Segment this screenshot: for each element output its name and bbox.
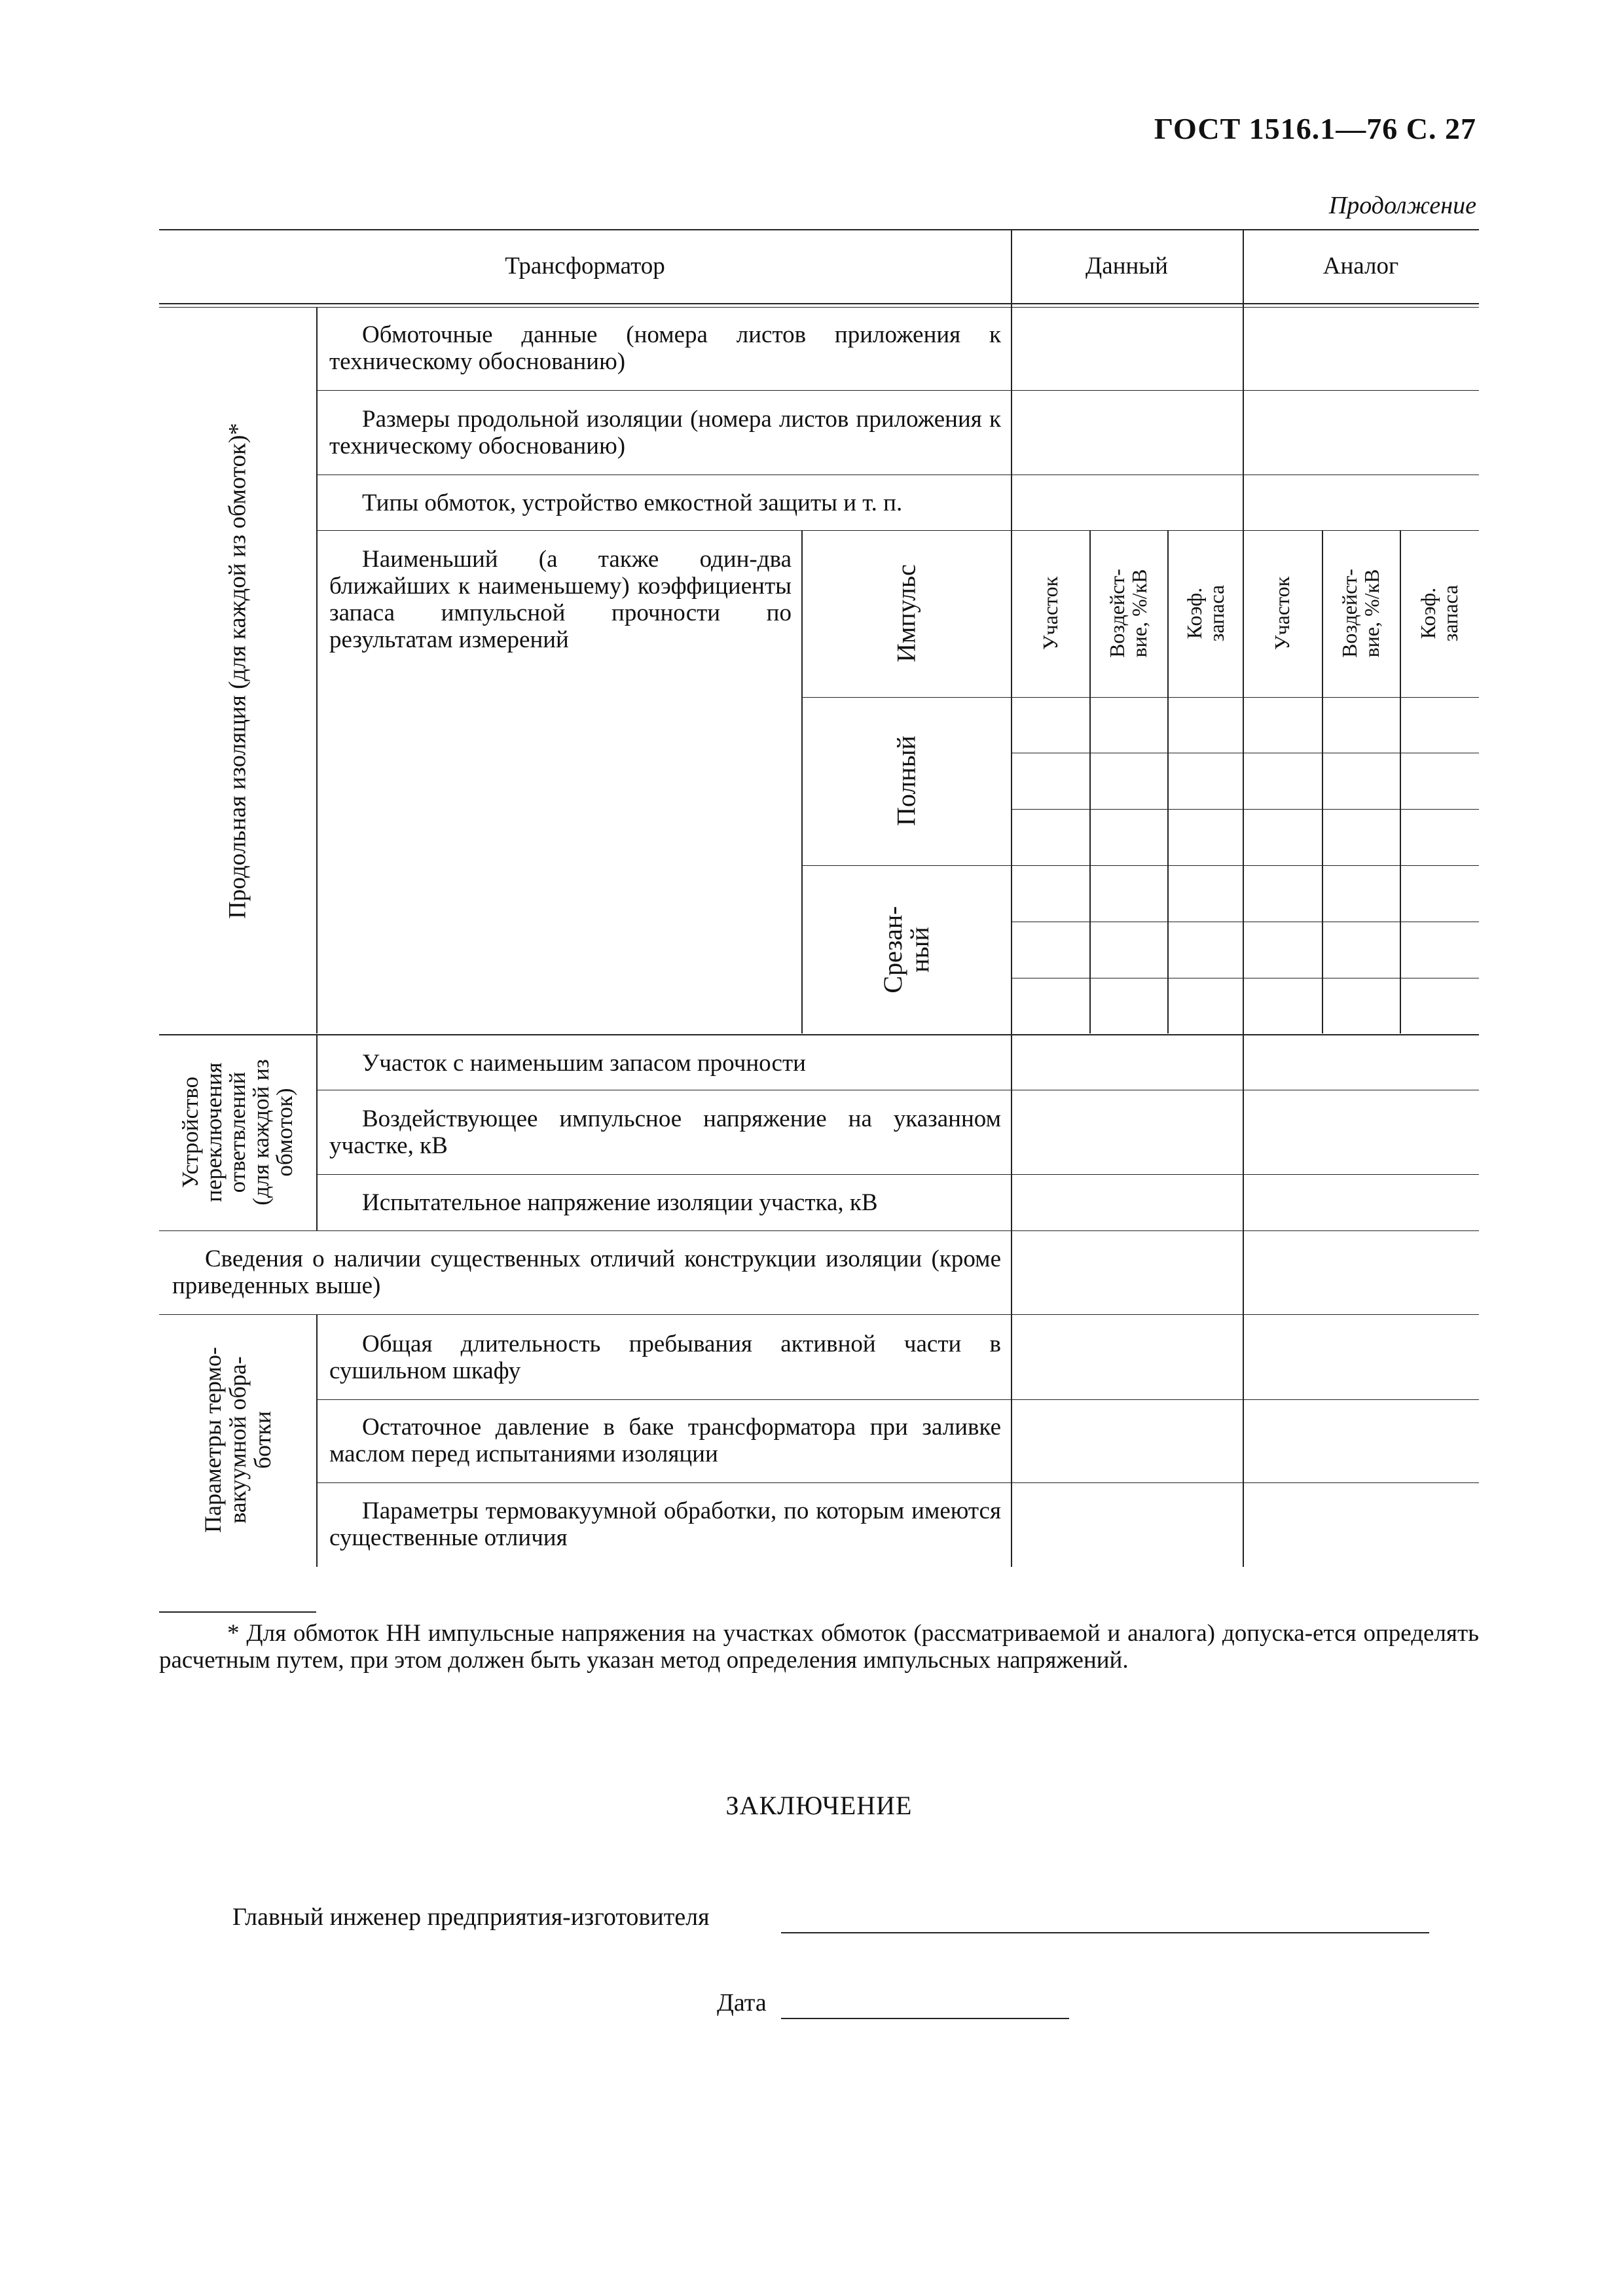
subheader-given-coef: Коэф. запаса (1182, 584, 1228, 642)
row-winding-types: Типы обмоток, устройство емкостной защиты и т. п. (362, 490, 903, 516)
col-header-transformer: Трансформатор (505, 253, 665, 279)
conclusion-title: ЗАКЛЮЧЕНИЕ (725, 1791, 913, 1820)
section-longitudinal-insulation-label: Продольная изоляция (для каждой из обмоток)* (224, 423, 251, 919)
row-vacuum-differences: Параметры термовакуумной обработки, по которым имеются существенные отличия (329, 1498, 1001, 1551)
subheader-analog-section: Участок (1270, 576, 1294, 651)
row-winding-data: Обмоточные данные (номера листов приложения к техническому обоснованию) (329, 321, 1001, 375)
chief-engineer-label: Главный инженер предприятия-изготовителя (232, 1903, 710, 1931)
full-impulse-label: Полный (891, 735, 921, 827)
footnote: * Для обмоток НН импульсные напряжения на участках обмоток (рассматриваемой и аналога) допуска-ется определять расчетным путем, при этом должен быть указан метод определения импульсных напряжений. (159, 1620, 1479, 1674)
row-weakest-section: Участок с наименьшим запасом прочности (362, 1050, 806, 1077)
row-design-differences: Сведения о наличии существенных отличий конструкции изоляции (кроме приведенных выше) (172, 1246, 1001, 1299)
subheader-given-impact: Воздейст- вие, %/кВ (1105, 569, 1151, 658)
row-test-voltage: Испытательное напряжение изоляции участка, кВ (362, 1189, 878, 1216)
col-header-given: Данный (1085, 253, 1168, 279)
section-tap-changer-label: Устройство переключения ответвлений (для каждой из обмоток) (177, 1059, 297, 1206)
subheader-analog-coef: Коэф. запаса (1416, 584, 1462, 642)
footnote-rule (159, 1611, 316, 1613)
row-impulse-voltage: Воздействующее импульсное напряжение на указанном участке, кВ (329, 1105, 1001, 1159)
date-label: Дата (717, 1989, 767, 2017)
date-line[interactable] (781, 2018, 1069, 2019)
document-reference: ГОСТ 1516.1—76 С. 27 (1154, 112, 1476, 145)
impulse-label: Импульс (891, 564, 921, 662)
row-drying-duration: Общая длительность пребывания активной части в сушильном шкафу (329, 1331, 1001, 1384)
chief-engineer-signature-line[interactable] (781, 1932, 1429, 1933)
subheader-analog-impact: Воздейст- вие, %/кВ (1338, 569, 1383, 658)
section-thermovacuum-label: Параметры термо- вакуумной обра- ботки (200, 1346, 276, 1534)
continuation-label: Продолжение (1328, 192, 1476, 219)
row-safety-coefficients: Наименьший (а также один-два ближайших к наименьшему) коэффициенты запаса импульсной прочности по результатам измерений (329, 546, 792, 653)
subheader-given-section: Участок (1038, 576, 1062, 651)
row-residual-pressure: Остаточное давление в баке трансформатора при заливке маслом перед испытаниями изоляции (329, 1414, 1001, 1467)
col-header-analog: Аналог (1322, 253, 1399, 279)
chopped-impulse-label: Срезан- ный (878, 906, 934, 994)
row-longitudinal-dimensions: Размеры продольной изоляции (номера листов приложения к техническому обоснованию) (329, 406, 1001, 459)
